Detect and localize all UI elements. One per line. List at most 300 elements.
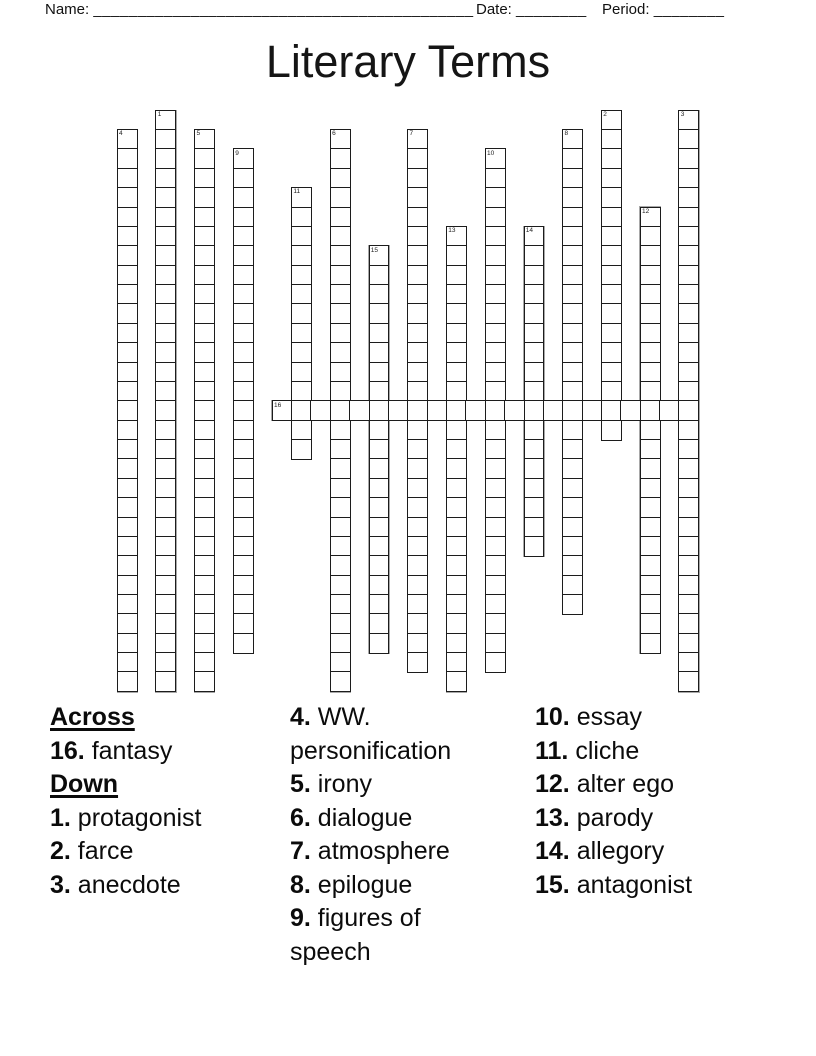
grid-cell[interactable] [291, 284, 312, 305]
grid-cell[interactable] [194, 168, 215, 189]
grid-cell[interactable] [446, 245, 467, 266]
grid-cell[interactable] [640, 633, 661, 654]
grid-cell[interactable] [117, 303, 138, 324]
grid-cell[interactable] [640, 342, 661, 363]
grid-cell[interactable] [601, 362, 622, 383]
grid-cell[interactable] [407, 652, 428, 673]
grid-cell[interactable] [233, 400, 254, 421]
grid-cell[interactable] [407, 536, 428, 557]
grid-cell[interactable] [601, 245, 622, 266]
grid-cell[interactable] [485, 303, 506, 324]
grid-cell[interactable] [562, 245, 583, 266]
grid-cell[interactable] [233, 207, 254, 228]
grid-cell[interactable] [155, 226, 176, 247]
grid-cell[interactable] [678, 400, 699, 421]
grid-cell[interactable] [678, 497, 699, 518]
grid-cell[interactable] [155, 342, 176, 363]
grid-cell[interactable] [524, 420, 545, 441]
grid-cell[interactable] [543, 400, 564, 421]
grid-cell[interactable] [678, 129, 699, 150]
grid-cell[interactable] [640, 594, 661, 615]
grid-cell[interactable] [233, 517, 254, 538]
grid-cell[interactable] [446, 633, 467, 654]
grid-cell[interactable] [640, 536, 661, 557]
grid-cell[interactable] [601, 168, 622, 189]
grid-cell[interactable] [291, 323, 312, 344]
grid-cell[interactable] [485, 497, 506, 518]
grid-cell[interactable] [194, 633, 215, 654]
grid-cell[interactable] [485, 633, 506, 654]
grid-cell[interactable] [194, 245, 215, 266]
grid-cell[interactable] [155, 575, 176, 596]
grid-cell[interactable] [233, 458, 254, 479]
grid-cell[interactable] [407, 555, 428, 576]
grid-cell[interactable] [155, 129, 176, 150]
grid-cell[interactable] [407, 226, 428, 247]
grid-cell[interactable] [330, 148, 351, 169]
grid-cell[interactable] [330, 400, 351, 421]
grid-cell[interactable] [291, 381, 312, 402]
grid-cell[interactable] [407, 381, 428, 402]
grid-cell[interactable] [330, 594, 351, 615]
grid-cell[interactable] [446, 420, 467, 441]
grid-cell[interactable] [155, 478, 176, 499]
grid-cell[interactable] [155, 613, 176, 634]
grid-cell[interactable] [291, 439, 312, 460]
grid-cell[interactable] [562, 187, 583, 208]
grid-cell[interactable] [678, 478, 699, 499]
grid-cell[interactable] [640, 226, 661, 247]
grid-cell[interactable] [291, 362, 312, 383]
grid-cell[interactable] [524, 381, 545, 402]
grid-cell[interactable] [194, 497, 215, 518]
grid-cell[interactable] [678, 420, 699, 441]
grid-cell[interactable] [233, 420, 254, 441]
grid-cell[interactable] [369, 362, 390, 383]
grid-cell[interactable] [678, 381, 699, 402]
grid-cell[interactable] [485, 226, 506, 247]
grid-cell[interactable] [640, 555, 661, 576]
grid-cell[interactable] [369, 342, 390, 363]
grid-cell[interactable] [155, 168, 176, 189]
grid-cell[interactable] [407, 594, 428, 615]
grid-cell[interactable] [369, 323, 390, 344]
grid-cell[interactable] [640, 265, 661, 286]
grid-cell[interactable] [194, 381, 215, 402]
grid-cell[interactable] [678, 342, 699, 363]
grid-cell[interactable] [678, 168, 699, 189]
grid-cell[interactable] [640, 400, 661, 421]
grid-cell[interactable] [446, 536, 467, 557]
grid-cell[interactable] [524, 323, 545, 344]
grid-cell[interactable] [155, 594, 176, 615]
period-blank-line[interactable]: ________ [653, 1, 725, 18]
grid-cell[interactable] [117, 148, 138, 169]
grid-cell[interactable] [640, 458, 661, 479]
grid-cell[interactable] [524, 342, 545, 363]
grid-cell[interactable] [155, 671, 176, 692]
grid-cell[interactable] [601, 400, 622, 421]
grid-cell[interactable] [369, 517, 390, 538]
grid-cell[interactable] [601, 265, 622, 286]
grid-cell[interactable] [407, 478, 428, 499]
grid-cell[interactable] [562, 303, 583, 324]
grid-cell[interactable] [485, 187, 506, 208]
grid-cell[interactable] [291, 226, 312, 247]
grid-cell[interactable] [446, 342, 467, 363]
grid-cell[interactable] [369, 400, 390, 421]
grid-cell[interactable] [678, 575, 699, 596]
grid-cell[interactable] [330, 323, 351, 344]
grid-cell[interactable] [155, 381, 176, 402]
grid-cell[interactable] [330, 555, 351, 576]
grid-cell[interactable] [155, 555, 176, 576]
grid-cell[interactable] [485, 168, 506, 189]
grid-cell[interactable] [446, 323, 467, 344]
grid-cell[interactable] [678, 303, 699, 324]
grid-cell[interactable] [640, 613, 661, 634]
grid-cell[interactable] [330, 420, 351, 441]
grid-cell[interactable] [330, 342, 351, 363]
grid-cell[interactable] [524, 497, 545, 518]
grid-cell[interactable] [562, 439, 583, 460]
grid-cell[interactable] [117, 517, 138, 538]
grid-cell[interactable] [640, 420, 661, 441]
grid-cell[interactable] [117, 652, 138, 673]
grid-cell[interactable] [233, 168, 254, 189]
grid-cell[interactable] [369, 613, 390, 634]
grid-cell[interactable] [640, 284, 661, 305]
grid-cell[interactable] [407, 245, 428, 266]
grid-cell[interactable] [330, 536, 351, 557]
grid-cell[interactable] [369, 633, 390, 654]
grid-cell[interactable] [524, 362, 545, 383]
grid-cell[interactable] [194, 323, 215, 344]
grid-cell[interactable] [407, 458, 428, 479]
grid-cell[interactable] [330, 245, 351, 266]
grid-cell[interactable] [117, 284, 138, 305]
grid-cell[interactable] [117, 362, 138, 383]
grid-cell[interactable] [330, 652, 351, 673]
grid-cell[interactable] [485, 652, 506, 673]
grid-cell[interactable] [446, 478, 467, 499]
grid-cell[interactable] [485, 362, 506, 383]
grid-cell[interactable] [446, 575, 467, 596]
grid-cell[interactable] [446, 517, 467, 538]
grid-cell[interactable] [678, 555, 699, 576]
grid-cell[interactable] [407, 303, 428, 324]
grid-cell[interactable] [117, 342, 138, 363]
grid-cell[interactable] [407, 400, 428, 421]
grid-cell[interactable] [291, 303, 312, 324]
grid-cell[interactable] [369, 284, 390, 305]
grid-cell[interactable] [562, 265, 583, 286]
grid-cell[interactable] [369, 458, 390, 479]
grid-cell[interactable] [194, 652, 215, 673]
grid-cell[interactable] [407, 342, 428, 363]
grid-cell[interactable] [369, 420, 390, 441]
grid-cell[interactable] [485, 207, 506, 228]
grid-cell[interactable] [291, 245, 312, 266]
grid-cell[interactable] [601, 148, 622, 169]
grid-cell[interactable] [562, 323, 583, 344]
grid-cell[interactable] [233, 555, 254, 576]
grid-cell[interactable] [407, 497, 428, 518]
grid-cell[interactable] [330, 478, 351, 499]
grid-cell[interactable] [562, 517, 583, 538]
grid-cell[interactable] [233, 439, 254, 460]
grid-cell[interactable] [155, 265, 176, 286]
grid-cell[interactable] [155, 420, 176, 441]
grid-cell[interactable] [485, 342, 506, 363]
grid-cell[interactable] [155, 284, 176, 305]
grid-cell[interactable] [117, 265, 138, 286]
grid-cell[interactable] [369, 594, 390, 615]
grid-cell[interactable] [640, 497, 661, 518]
grid-cell[interactable] [330, 284, 351, 305]
grid-cell[interactable] [330, 439, 351, 460]
grid-cell[interactable] [601, 381, 622, 402]
grid-cell[interactable] [194, 555, 215, 576]
grid-cell[interactable] [640, 478, 661, 499]
grid-cell[interactable] [291, 207, 312, 228]
grid-cell[interactable] [504, 400, 525, 421]
grid-cell[interactable] [369, 439, 390, 460]
grid-cell[interactable] [446, 555, 467, 576]
grid-cell[interactable] [485, 265, 506, 286]
grid-cell[interactable] [640, 303, 661, 324]
grid-cell[interactable] [369, 265, 390, 286]
grid-cell[interactable] [233, 613, 254, 634]
grid-cell[interactable] [194, 265, 215, 286]
grid-cell[interactable] [601, 187, 622, 208]
grid-cell[interactable] [562, 381, 583, 402]
grid-cell[interactable] [330, 265, 351, 286]
grid-cell[interactable] [562, 400, 583, 421]
grid-cell[interactable] [117, 478, 138, 499]
grid-cell[interactable] [194, 671, 215, 692]
grid-cell[interactable] [446, 594, 467, 615]
grid-cell[interactable] [562, 342, 583, 363]
grid-cell[interactable] [117, 594, 138, 615]
grid-cell[interactable] [233, 381, 254, 402]
grid-cell[interactable] [562, 458, 583, 479]
grid-cell[interactable] [155, 633, 176, 654]
grid-cell[interactable] [678, 323, 699, 344]
grid-cell[interactable] [446, 652, 467, 673]
grid-cell[interactable] [233, 342, 254, 363]
grid-cell[interactable] [678, 265, 699, 286]
grid-cell[interactable] [117, 168, 138, 189]
grid-cell[interactable] [562, 594, 583, 615]
grid-cell[interactable] [485, 458, 506, 479]
grid-cell[interactable] [407, 168, 428, 189]
grid-cell[interactable] [233, 303, 254, 324]
grid-cell[interactable] [117, 187, 138, 208]
grid-cell[interactable] [407, 284, 428, 305]
grid-cell[interactable] [524, 303, 545, 324]
grid-cell[interactable] [117, 613, 138, 634]
grid-cell[interactable] [407, 362, 428, 383]
grid-cell[interactable] [678, 517, 699, 538]
grid-cell[interactable] [678, 458, 699, 479]
grid-cell[interactable] [194, 148, 215, 169]
grid-cell[interactable] [330, 671, 351, 692]
grid-cell[interactable] [233, 323, 254, 344]
grid-cell[interactable] [601, 303, 622, 324]
grid-cell[interactable] [485, 613, 506, 634]
grid-cell[interactable] [446, 671, 467, 692]
grid-cell[interactable] [194, 187, 215, 208]
grid-cell[interactable] [233, 284, 254, 305]
grid-cell[interactable] [640, 362, 661, 383]
grid-cell[interactable] [117, 400, 138, 421]
grid-cell[interactable] [562, 226, 583, 247]
grid-cell[interactable] [233, 245, 254, 266]
grid-cell[interactable] [117, 439, 138, 460]
grid-cell[interactable] [155, 323, 176, 344]
grid-cell[interactable] [601, 323, 622, 344]
grid-cell[interactable] [601, 129, 622, 150]
grid-cell[interactable] [155, 652, 176, 673]
grid-cell[interactable] [194, 226, 215, 247]
grid-cell[interactable] [640, 381, 661, 402]
grid-cell[interactable] [446, 458, 467, 479]
grid-cell[interactable] [194, 342, 215, 363]
grid-cell[interactable] [446, 613, 467, 634]
grid-cell[interactable] [233, 187, 254, 208]
grid-cell[interactable] [524, 478, 545, 499]
grid-cell[interactable] [640, 439, 661, 460]
grid-cell[interactable] [446, 439, 467, 460]
grid-cell[interactable] [485, 284, 506, 305]
grid-cell[interactable] [407, 265, 428, 286]
grid-cell[interactable] [369, 575, 390, 596]
grid-cell[interactable] [117, 497, 138, 518]
grid-cell[interactable] [562, 575, 583, 596]
grid-cell[interactable] [446, 265, 467, 286]
grid-cell[interactable] [117, 420, 138, 441]
grid-cell[interactable] [349, 400, 370, 421]
grid-cell[interactable] [524, 245, 545, 266]
grid-cell[interactable] [155, 400, 176, 421]
grid-cell[interactable] [194, 575, 215, 596]
grid-cell[interactable] [678, 148, 699, 169]
grid-cell[interactable] [640, 245, 661, 266]
grid-cell[interactable] [330, 381, 351, 402]
grid-cell[interactable] [194, 420, 215, 441]
grid-cell[interactable] [678, 439, 699, 460]
grid-cell[interactable] [485, 536, 506, 557]
grid-cell[interactable] [117, 458, 138, 479]
grid-cell[interactable] [427, 400, 448, 421]
grid-cell[interactable] [369, 497, 390, 518]
grid-cell[interactable] [678, 187, 699, 208]
grid-cell[interactable] [369, 381, 390, 402]
grid-cell[interactable] [117, 381, 138, 402]
grid-cell[interactable] [388, 400, 409, 421]
grid-cell[interactable] [369, 478, 390, 499]
grid-cell[interactable] [194, 478, 215, 499]
grid-cell[interactable] [524, 517, 545, 538]
grid-cell[interactable] [291, 265, 312, 286]
grid-cell[interactable] [330, 168, 351, 189]
grid-cell[interactable] [155, 207, 176, 228]
grid-cell[interactable] [640, 323, 661, 344]
grid-cell[interactable] [485, 420, 506, 441]
grid-cell[interactable] [330, 497, 351, 518]
grid-cell[interactable] [407, 613, 428, 634]
grid-cell[interactable] [485, 381, 506, 402]
grid-cell[interactable] [233, 265, 254, 286]
grid-cell[interactable] [369, 303, 390, 324]
grid-cell[interactable] [659, 400, 680, 421]
grid-cell[interactable] [678, 362, 699, 383]
grid-cell[interactable] [485, 439, 506, 460]
grid-cell[interactable] [678, 633, 699, 654]
grid-cell[interactable] [524, 458, 545, 479]
grid-cell[interactable] [485, 323, 506, 344]
grid-cell[interactable] [524, 400, 545, 421]
grid-cell[interactable] [485, 555, 506, 576]
grid-cell[interactable] [194, 400, 215, 421]
grid-cell[interactable] [446, 284, 467, 305]
grid-cell[interactable] [155, 439, 176, 460]
grid-cell[interactable] [407, 439, 428, 460]
grid-cell[interactable] [369, 536, 390, 557]
grid-cell[interactable] [446, 362, 467, 383]
grid-cell[interactable] [194, 303, 215, 324]
grid-cell[interactable] [562, 497, 583, 518]
grid-cell[interactable] [446, 497, 467, 518]
grid-cell[interactable] [233, 575, 254, 596]
grid-cell[interactable] [155, 458, 176, 479]
grid-cell[interactable] [640, 517, 661, 538]
grid-cell[interactable] [601, 284, 622, 305]
grid-cell[interactable] [330, 613, 351, 634]
grid-cell[interactable] [446, 381, 467, 402]
grid-cell[interactable] [155, 497, 176, 518]
grid-cell[interactable] [485, 245, 506, 266]
grid-cell[interactable] [194, 536, 215, 557]
grid-cell[interactable] [155, 303, 176, 324]
grid-cell[interactable] [291, 400, 312, 421]
grid-cell[interactable] [524, 265, 545, 286]
name-blank-line[interactable]: ___________________________________________ [93, 1, 474, 18]
grid-cell[interactable] [562, 362, 583, 383]
grid-cell[interactable] [155, 536, 176, 557]
grid-cell[interactable] [155, 517, 176, 538]
grid-cell[interactable] [194, 362, 215, 383]
grid-cell[interactable] [678, 245, 699, 266]
grid-cell[interactable] [582, 400, 603, 421]
grid-cell[interactable] [446, 400, 467, 421]
grid-cell[interactable] [524, 439, 545, 460]
grid-cell[interactable] [407, 420, 428, 441]
grid-cell[interactable] [465, 400, 486, 421]
grid-cell[interactable] [194, 458, 215, 479]
grid-cell[interactable] [194, 613, 215, 634]
grid-cell[interactable] [601, 342, 622, 363]
grid-cell[interactable] [620, 400, 641, 421]
grid-cell[interactable] [407, 633, 428, 654]
grid-cell[interactable] [678, 652, 699, 673]
grid-cell[interactable] [291, 342, 312, 363]
grid-cell[interactable] [407, 207, 428, 228]
grid-cell[interactable] [194, 517, 215, 538]
grid-cell[interactable] [233, 478, 254, 499]
grid-cell[interactable] [117, 323, 138, 344]
